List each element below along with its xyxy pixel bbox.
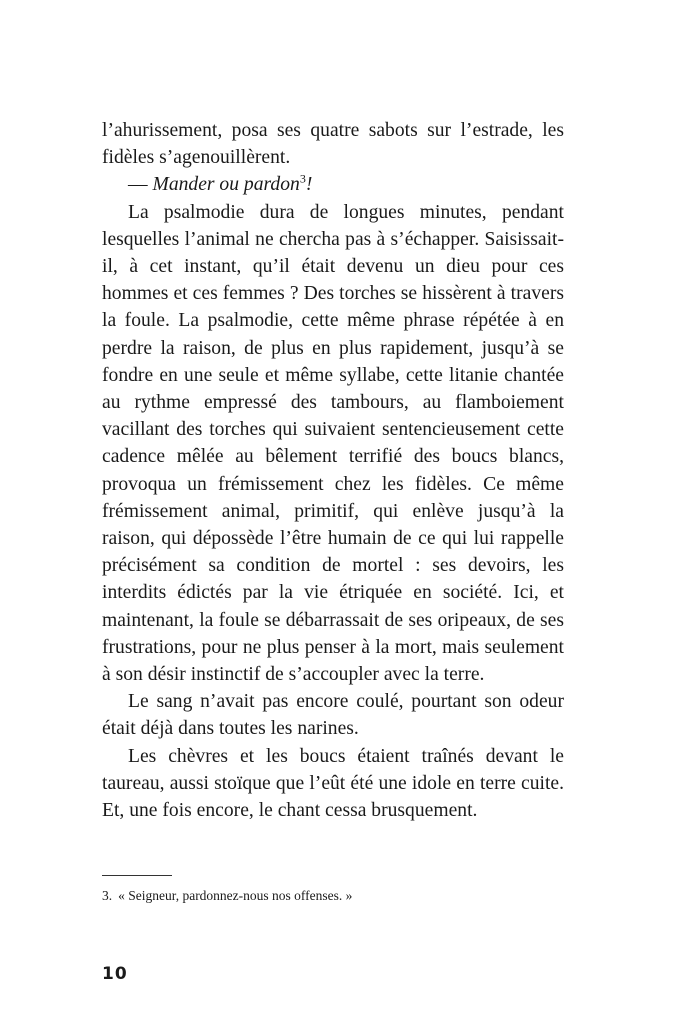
footnote <box>102 887 352 904</box>
paragraph-psalmodie: La psalmodie dura de longues minutes, pendant lesquelles l’animal ne chercha pas à s’échapper. Saisissait-il, à cet instant, qu’il était devenu un dieu pour ces hommes et ces femmes ? Des torches se hissèrent à travers la foule. La psalmodie, cette même phrase répétée à en perdre la raison, de plus en plus rapidement, jusqu’à se fondre en une seule et même syllabe, cette litanie chantée au rythme empressé des tambours, au flamboiement vacillant des torches qui suivaient sentencieusement cette cadence mêlée au bêlement terrifié des boucs blancs, provoqua un frémissement chez les fidèles. Ce même frémissement animal, primitif, qui enlève jusqu’à la raison, qui dépossède l’être humain de ce qui lui rappelle précisément sa condition de mortel : ses devoirs, les interdits édictés par la vie étriquée en société. Ici, et maintenant, la foule se débarrassait de ses oripeaux, de ses frustrations, pour ne plus penser à la mort, mais seulement à son désir instinctif de s’accoupler avec la terre. <box>102 201 564 686</box>
page-number: 10 <box>102 964 128 984</box>
body-text <box>102 117 564 824</box>
paragraph-sang: Le sang n’avait pas encore coulé, pourtant son odeur était déjà dans toutes les narines. <box>102 691 564 740</box>
dialogue-dash: — <box>128 174 153 196</box>
dialogue-line <box>102 171 564 198</box>
paragraph-continuation: l’ahurissement, posa ses quatre sabots sur l’estrade, les fidèles s’agenouillèrent. <box>102 120 564 169</box>
footnote-number: 3. <box>102 888 113 903</box>
footnote-text: « Seigneur, pardonnez-nous nos offenses. » <box>118 888 353 903</box>
paragraph-chevres: Les chèvres et les boucs étaient traînés devant le taureau, aussi stoïque que l’eût été une idole en terre cuite. Et, une fois encore, le chant cessa brusquement. <box>102 745 564 822</box>
footnote-divider <box>102 875 172 876</box>
footnote-reference: 3 <box>299 171 306 186</box>
dialogue-end: ! <box>305 174 313 196</box>
dialogue-quote: Mander ou pardon <box>152 174 300 196</box>
